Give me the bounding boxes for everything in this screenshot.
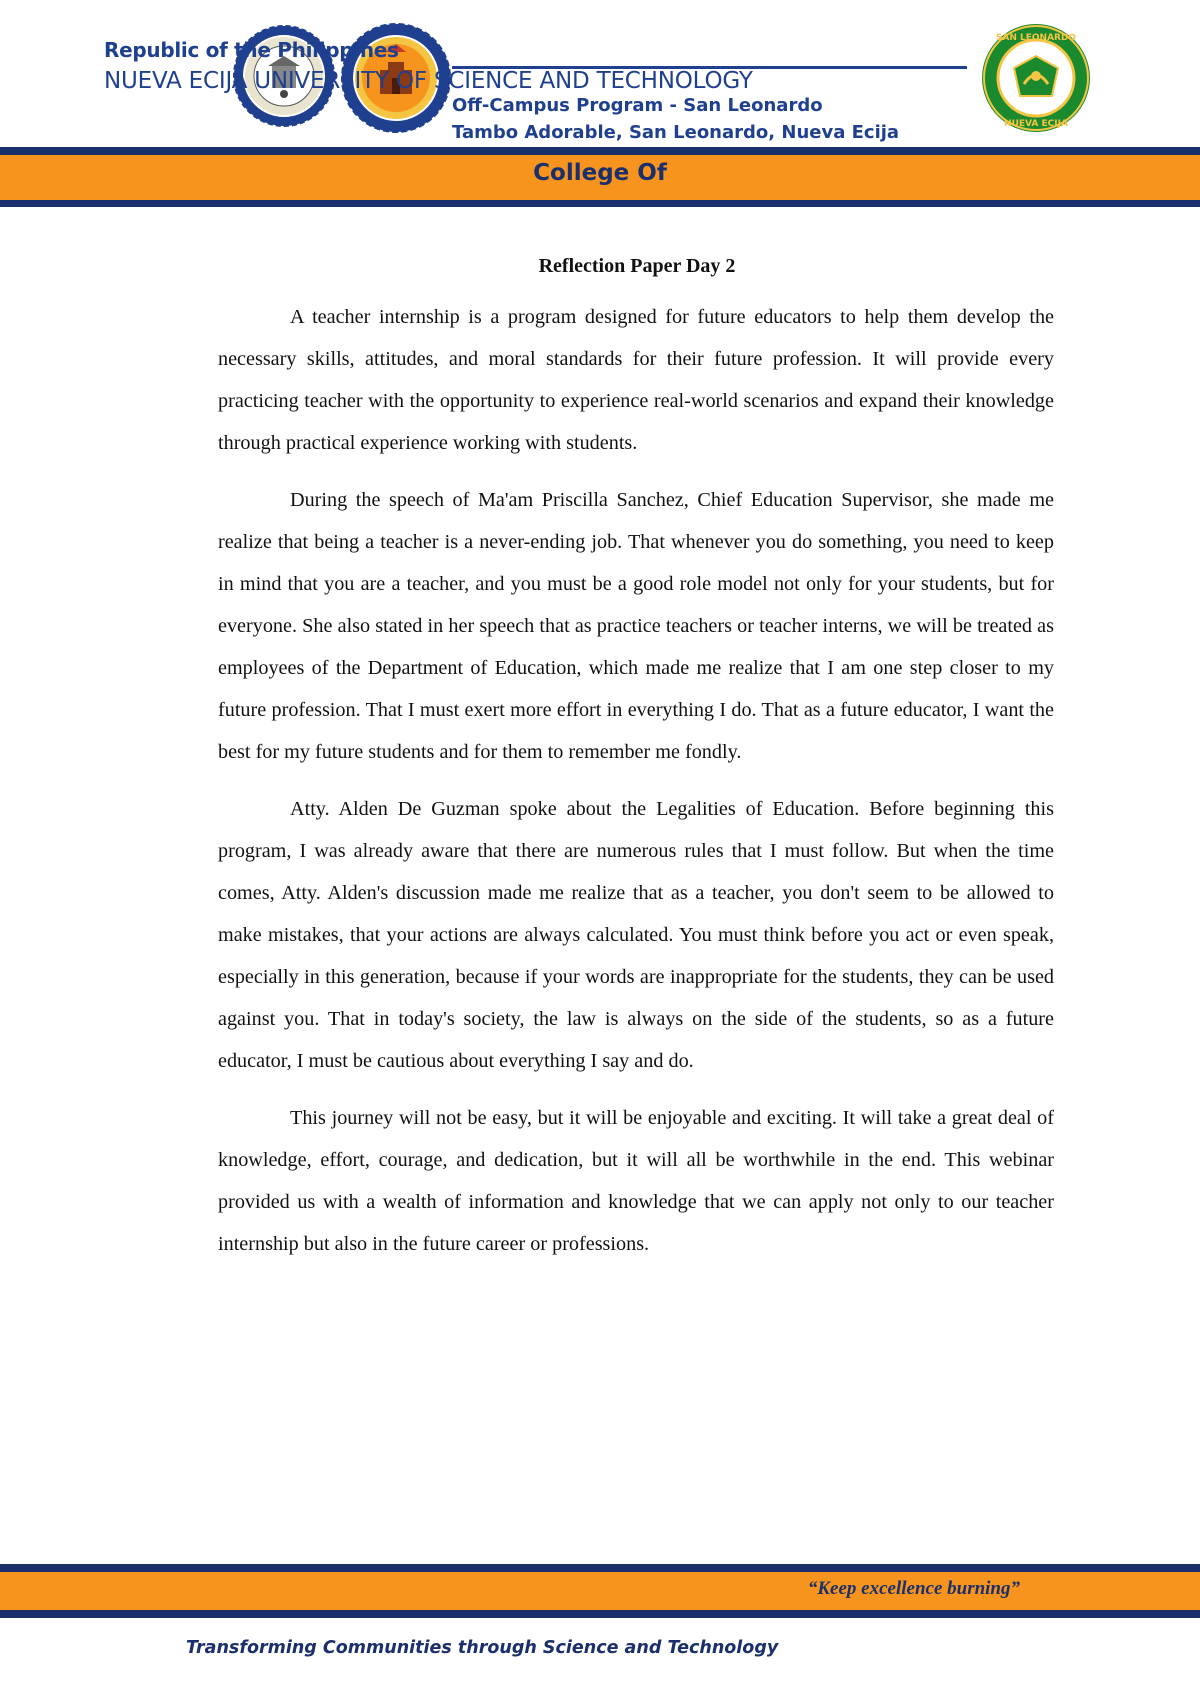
footer-motto: “Keep excellence burning”	[807, 1578, 1020, 1599]
college-title: College Of	[533, 160, 667, 186]
paragraph: This journey will not be easy, but it will be enjoyable and exciting. It will take a great deal of knowledge, effort, courage, and dedication, but it will all be worthwhile in the end. This webinar provided us with a wealth of information and knowledge that we can apply not only to our teacher internship but also in the future career or professions.	[218, 1107, 1054, 1255]
campus-name: Off-Campus Program - San Leonardo	[452, 95, 823, 116]
san-leonardo-seal-logo	[980, 22, 1092, 134]
paragraph: Atty. Alden De Guzman spoke about the Legalities of Education. Before beginning this program, I was already aware that there are numerous rules that I must follow. But when the time comes, Atty. Alden's discussion made me realize that as a teacher, you don't seem to be allowed to make mistakes, that your actions are always calculated. You must think before you act or even speak, especially in this generation, because if your words are inappropriate for the students, they can be used against you. That in today's society, the law is always on the side of the students, so as a future educator, I must be cautious about everything I say and do.	[218, 798, 1054, 1072]
paragraph: A teacher internship is a program designed for future educators to help them develop the necessary skills, attitudes, and moral standards for their future profession. It will provide every practicing teacher with the opportunity to experience real-world scenarios and expand their knowledge through practical experience working with students.	[218, 306, 1054, 454]
campus-address: Tambo Adorable, San Leonardo, Nueva Ecija	[452, 122, 900, 143]
university-name: NUEVA ECIJA UNIVERSITY OF SCIENCE AND TECHNOLOGY	[104, 68, 753, 94]
header-band-bottom	[0, 200, 1200, 207]
republic-heading: Republic of the Philippines	[104, 38, 399, 62]
paper-title: Reflection Paper Day 2	[538, 255, 736, 277]
footer-tagline: Transforming Communities through Science and Technology	[186, 1638, 779, 1658]
footer-band-top	[0, 1564, 1200, 1572]
paper-body	[218, 296, 1054, 1280]
footer-band-bottom	[0, 1610, 1200, 1618]
seal-text-bottom: NUEVA ECIJA	[1004, 119, 1068, 129]
seal-text-top: SAN LEONARDO	[995, 33, 1077, 43]
paragraph: During the speech of Ma'am Priscilla Sanchez, Chief Education Supervisor, she made me realize that being a teacher is a never-ending job. That whenever you do something, you need to keep in mind that you are a teacher, and you must be a good role model not only for your students, but for everyone. She also stated in her speech that as practice teachers or teacher interns, we will be treated as employees of the Department of Education, which made me realize that I am one step closer to my future profession. That I must exert more effort in everything I do. That as a future educator, I want the best for my future students and for them to remember me fondly.	[218, 489, 1054, 763]
header-band-top	[0, 147, 1200, 155]
footer-band-orange	[0, 1572, 1200, 1610]
